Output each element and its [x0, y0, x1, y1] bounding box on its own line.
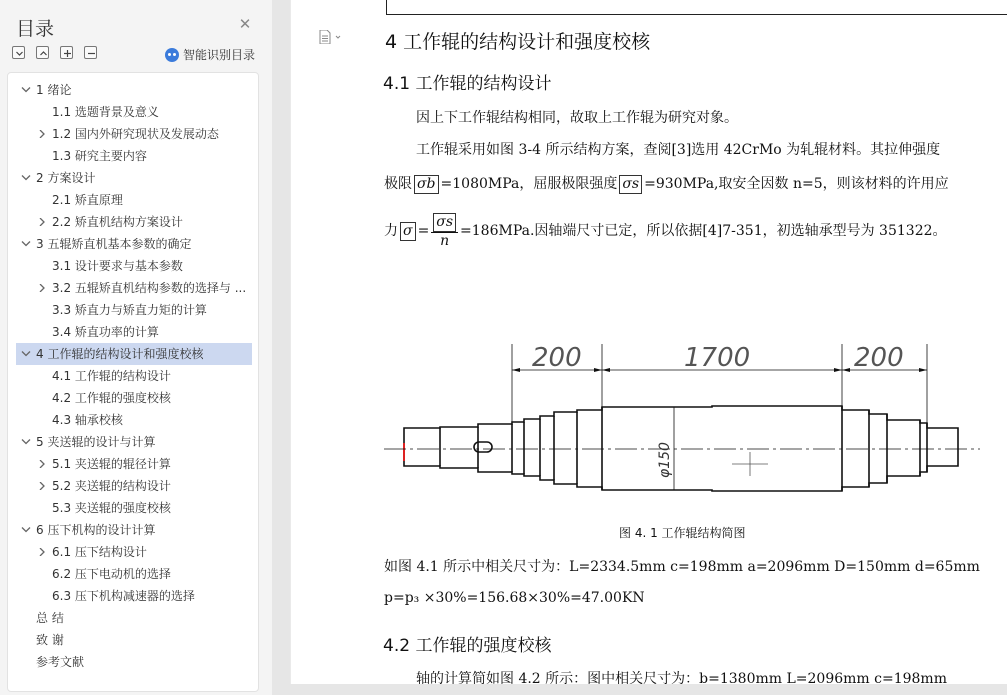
toc-item[interactable]	[16, 79, 252, 101]
horizontal-scrollbar[interactable]	[272, 684, 1007, 695]
close-icon[interactable]: ✕	[238, 15, 252, 33]
toc-title: 目录	[16, 18, 55, 40]
toc-item-label: 3.4 矫直功率的计算	[52, 325, 159, 339]
toc-item-label: 1 绪论	[36, 83, 72, 97]
toc-item-label: 1.1 选题背景及意义	[52, 105, 159, 119]
toc-item[interactable]	[16, 145, 252, 167]
toc-item[interactable]	[16, 299, 252, 321]
collapse-all-icon[interactable]	[36, 46, 49, 59]
paragraph-dimensions: 如图 4.1 所示中相关尺寸为：L=2334.5mm c=198mm a=2096mm D=150mm d=65mm	[384, 559, 980, 575]
toc-item[interactable]	[16, 189, 252, 211]
chevron-down-icon[interactable]	[20, 519, 32, 541]
text-run: =1080MPa，屈服极限强度	[440, 176, 618, 192]
toc-item-label: 3.2 五辊矫直机结构参数的选择与 ...	[52, 281, 247, 295]
toc-item-label: 3.3 矫直力与矫直力矩的计算	[52, 303, 207, 317]
ai-assistant-icon	[165, 48, 179, 62]
smart-toc-label: 智能识别目录	[183, 48, 256, 62]
toc-item[interactable]	[16, 541, 252, 563]
text-run: 力	[384, 223, 398, 239]
chevron-right-icon[interactable]	[36, 277, 48, 299]
chapter-heading: 4 工作辊的结构设计和强度校核	[385, 31, 651, 53]
chevron-right-icon[interactable]	[36, 541, 48, 563]
chevron-down-icon[interactable]	[20, 79, 32, 101]
toc-item[interactable]	[16, 409, 252, 431]
toc-item[interactable]	[16, 101, 252, 123]
paragraph: 工作辊采用如图 3-4 所示结构方案，查阅[3]选用 42CrMo 为轧辊材料。其拉伸强度	[416, 142, 941, 158]
paragraph: 轴的计算简如图 4.2 所示：图中相关尺寸为：b=1380mm L=2096mm c=198mm	[416, 671, 947, 684]
toc-item[interactable]	[16, 255, 252, 277]
chevron-down-icon[interactable]	[20, 431, 32, 453]
dimension-middle: 1700	[684, 343, 751, 373]
toc-item-label: 3.1 设计要求与基本参数	[52, 259, 183, 273]
chevron-right-icon[interactable]	[36, 123, 48, 145]
toc-item-label: 5 夹送辊的设计与计算	[36, 435, 156, 449]
toc-item[interactable]	[16, 497, 252, 519]
toc-item-label: 2.1 矫直原理	[52, 193, 123, 207]
toc-item-label: 总 结	[36, 611, 64, 625]
toc-item[interactable]	[16, 475, 252, 497]
toc-item[interactable]	[16, 277, 252, 299]
paragraph-strength	[384, 173, 949, 194]
dimension-right: 200	[854, 343, 904, 373]
toc-item-label: 致 谢	[36, 633, 64, 647]
toc-item-label: 2 方案设计	[36, 171, 96, 185]
toc-item[interactable]	[16, 563, 252, 585]
sigma-s-symbol: σs	[433, 213, 456, 232]
chevron-right-icon[interactable]	[36, 453, 48, 475]
toc-item-label: 6.3 压下机构减速器的选择	[52, 589, 195, 603]
text-run: =	[417, 223, 430, 239]
toc-item-label: 3 五辊矫直机基本参数的确定	[36, 237, 192, 251]
toc-item-label: 4.3 轴承校核	[52, 413, 123, 427]
toc-item-label: 6.1 压下结构设计	[52, 545, 147, 559]
toc-item-label: 5.3 夹送辊的强度校核	[52, 501, 171, 515]
chevron-right-icon[interactable]	[36, 211, 48, 233]
toc-item[interactable]	[16, 519, 252, 541]
toc-item-label: 6 压下机构的设计计算	[36, 523, 156, 537]
toc-item[interactable]	[16, 343, 252, 365]
toc-toolbar	[12, 46, 97, 62]
toc-item[interactable]	[16, 585, 252, 607]
toc-item-label: 参考文献	[36, 655, 85, 669]
fraction-denominator: n	[440, 233, 450, 249]
toc-item[interactable]	[16, 321, 252, 343]
section-heading-4-2: 4.2 工作辊的强度校核	[383, 636, 552, 656]
text-run: 极限	[384, 176, 412, 192]
toc-item[interactable]	[16, 167, 252, 189]
toc-item[interactable]	[16, 431, 252, 453]
add-level-icon[interactable]	[60, 46, 73, 59]
paragraph-load: p=p₃ ×30%=156.68×30%=47.00KN	[384, 590, 645, 606]
toc-item-label: 2.2 矫直机结构方案设计	[52, 215, 183, 229]
toc-item[interactable]	[16, 651, 252, 673]
toc-item[interactable]	[16, 233, 252, 255]
toc-item-label: 1.3 研究主要内容	[52, 149, 147, 163]
toc-item-label: 5.2 夹送辊的结构设计	[52, 479, 171, 493]
toc-item[interactable]	[16, 365, 252, 387]
toc-item-label: 6.2 压下电动机的选择	[52, 567, 171, 581]
toc-item[interactable]	[16, 123, 252, 145]
toc-item-label: 1.2 国内外研究现状及发展动态	[52, 127, 219, 141]
text-run: =930MPa,取安全因数 n=5，则该材料的许用应	[644, 176, 949, 192]
sigma-symbol: σ	[400, 222, 416, 241]
fraction	[431, 213, 458, 249]
chevron-right-icon[interactable]	[36, 475, 48, 497]
page-header-line	[386, 14, 1007, 15]
toc-item[interactable]	[16, 387, 252, 409]
document-page	[291, 0, 1007, 684]
page-margin-line	[386, 0, 387, 14]
paragraph-allowable-stress	[384, 213, 947, 249]
toc-item[interactable]	[16, 629, 252, 651]
toc-item-label: 4.2 工作辊的强度校核	[52, 391, 171, 405]
sigma-b-symbol: σb	[414, 175, 439, 194]
work-roll-drawing	[384, 330, 984, 515]
chevron-down-icon[interactable]	[20, 343, 32, 365]
chevron-down-icon[interactable]	[20, 167, 32, 189]
roll-outline-bottom	[404, 436, 958, 491]
toc-item[interactable]	[16, 453, 252, 475]
toc-item-label: 4.1 工作辊的结构设计	[52, 369, 171, 383]
toc-item[interactable]	[16, 211, 252, 233]
figure-caption: 图 4. 1 工作辊结构简图	[619, 526, 746, 540]
smart-toc-button[interactable]	[165, 46, 255, 63]
toc-item-label: 5.1 夹送辊的辊径计算	[52, 457, 171, 471]
dimension-left: 200	[532, 343, 582, 373]
sigma-s-symbol: σs	[619, 175, 642, 194]
toc-item[interactable]	[16, 607, 252, 629]
dimension-diameter: φ150	[657, 442, 673, 478]
expand-all-icon[interactable]	[12, 46, 25, 59]
text-run: =186MPa.因轴端尺寸已定，所以依据[4]7-351，初选轴承型号为 351322。	[460, 223, 947, 239]
toc-sidebar	[0, 0, 272, 695]
chevron-down-icon[interactable]	[20, 233, 32, 255]
toc-list	[7, 72, 259, 692]
paragraph: 因上下工作辊结构相同，故取上工作辊为研究对象。	[416, 110, 738, 126]
section-heading-4-1: 4.1 工作辊的结构设计	[383, 74, 552, 94]
sidebar-splitter[interactable]	[272, 0, 290, 695]
roll-outline-top	[404, 406, 958, 436]
remove-level-icon[interactable]	[84, 46, 97, 59]
document-icon[interactable]	[319, 29, 345, 43]
toc-item-label: 4 工作辊的结构设计和强度校核	[36, 347, 204, 361]
